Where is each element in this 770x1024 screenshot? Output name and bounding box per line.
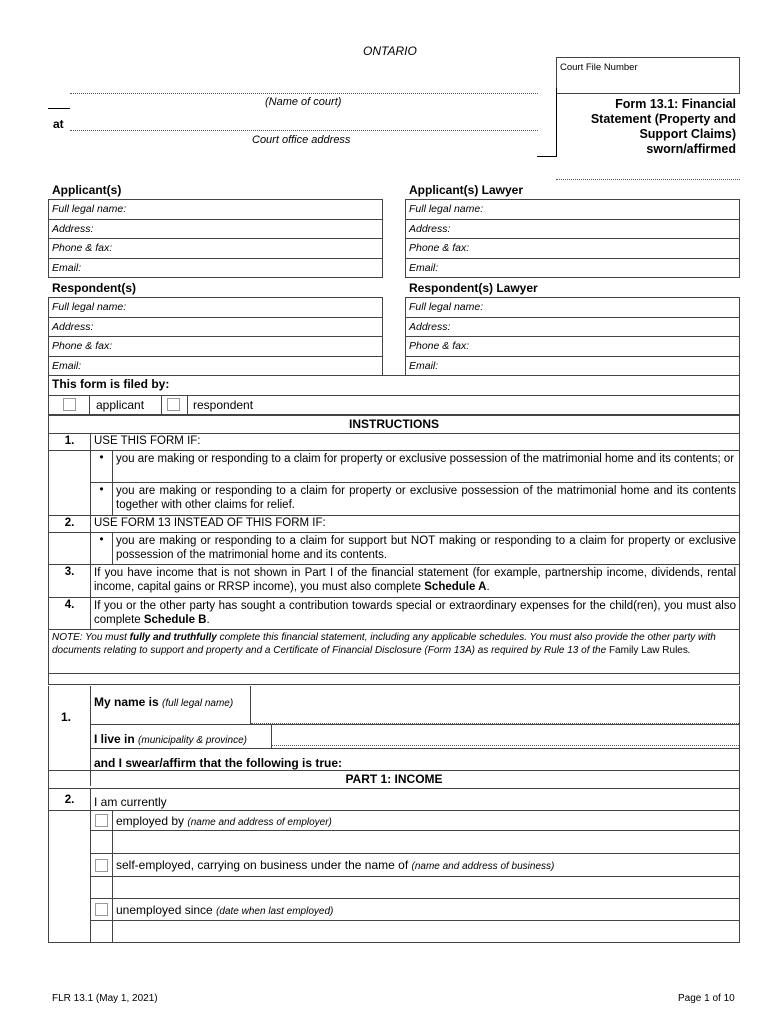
instruction-number: 3.: [49, 565, 91, 598]
applicant-name-field[interactable]: Full legal name:: [49, 200, 383, 220]
respondents-heading: Respondent(s): [52, 281, 136, 295]
court-file-number-field[interactable]: [556, 57, 740, 94]
at-label: at: [53, 117, 64, 131]
part1-number: 2.: [49, 789, 91, 811]
live-in-hint: (municipality & province): [138, 735, 247, 746]
business-field[interactable]: [113, 877, 740, 899]
respondent-checkbox[interactable]: [167, 398, 180, 411]
live-in-label: I live in: [94, 732, 135, 746]
bullet: •: [91, 533, 113, 565]
form-title-line: [556, 168, 740, 180]
applicant-address-field[interactable]: Address:: [49, 219, 383, 239]
court-name-label: (Name of court): [265, 96, 342, 108]
instructions-table: [48, 415, 740, 685]
court-name-line[interactable]: [70, 82, 538, 94]
respondent-address-field[interactable]: Address:: [49, 317, 383, 337]
applicant-lawyer-table: [405, 199, 740, 278]
part1-heading: PART 1: INCOME: [49, 771, 740, 789]
part1-table: [48, 770, 740, 943]
schedule-b-ref: Schedule B: [143, 614, 207, 626]
instruction-3: If you have income that is not shown in Part I of the financial statement (for example, partnership income, dividends, rental income, capital gains or RRSP income), you must also complete Schedule A.: [91, 565, 740, 598]
applicant-checkbox[interactable]: [63, 398, 76, 411]
employer-field[interactable]: [113, 831, 740, 854]
swear-statement: and I swear/affirm that the following is true:: [94, 756, 343, 770]
employed-option: employed by (name and address of employer): [113, 811, 740, 831]
applicant-email-field[interactable]: Email:: [49, 258, 383, 278]
applicant-table: [48, 199, 383, 278]
respondent-phone-field[interactable]: Phone & fax:: [49, 337, 383, 357]
unemployed-option: unemployed since (date when last employed): [113, 899, 740, 921]
self-employed-checkbox[interactable]: [95, 859, 108, 872]
instructions-heading: INSTRUCTIONS: [49, 416, 740, 434]
form-title: Form 13.1: Financial Statement (Property and Support Claims) sworn/affirmed: [590, 97, 736, 156]
header-bracket: [537, 88, 557, 157]
statement-number: 1.: [61, 710, 72, 724]
court-address-label: Court office address: [252, 134, 351, 146]
applicants-lawyer-heading: Applicant(s) Lawyer: [409, 183, 524, 197]
schedule-a-ref: Schedule A: [424, 581, 487, 593]
applicant-option-label: applicant: [96, 398, 145, 412]
instruction-4: If you or the other party has sought a contribution towards special or extraordinary expenses for the child(ren), you must also complete Schedule B.: [91, 598, 740, 630]
my-name-label: My name is: [94, 695, 159, 709]
respondent-lawyer-name-field[interactable]: Full legal name:: [406, 298, 740, 318]
applicant-lawyer-name-field[interactable]: Full legal name:: [406, 200, 740, 220]
respondents-lawyer-heading: Respondent(s) Lawyer: [409, 281, 538, 295]
use-this-form-if: USE THIS FORM IF:: [91, 434, 740, 451]
applicants-heading: Applicant(s): [52, 183, 122, 197]
instructions-note: NOTE: You must fully and truthfully complete this financial statement, including any applicable schedules. You must also provide the other party with documents relating to support and property and a Certificate of Financial Disclosure (Form 13A) as required by Rule 13 of the Family Law Rules.: [49, 630, 740, 674]
instruction-bullet-2: you are making or responding to a claim for property or exclusive possession of the matrimonial home and its contents together with other claims for relief.: [113, 483, 740, 516]
applicant-lawyer-phone-field[interactable]: Phone & fax:: [406, 239, 740, 259]
header-rule-left: [48, 108, 70, 109]
instruction-number: 2.: [49, 516, 91, 533]
my-name-hint: (full legal name): [162, 698, 234, 709]
use-form-13-if: USE FORM 13 INSTEAD OF THIS FORM IF:: [91, 516, 740, 533]
court-address-line[interactable]: [70, 119, 538, 131]
my-name-field[interactable]: [251, 710, 739, 724]
live-in-field[interactable]: [272, 732, 739, 746]
respondent-option-label: respondent: [193, 398, 254, 412]
filed-by-heading: This form is filed by:: [52, 377, 170, 391]
jurisdiction: ONTARIO: [363, 44, 417, 58]
applicant-lawyer-email-field[interactable]: Email:: [406, 258, 740, 278]
instruction-bullet-3: you are making or responding to a claim for support but NOT making or responding to a claim for property or exclusive possession of the matrimonial home and its contents.: [113, 533, 740, 565]
page-number: Page 1 of 10: [678, 993, 735, 1004]
bullet: •: [91, 483, 113, 516]
respondent-email-field[interactable]: Email:: [49, 356, 383, 376]
bullet: •: [91, 451, 113, 483]
currently-label: I am currently: [91, 789, 740, 811]
respondent-lawyer-address-field[interactable]: Address:: [406, 317, 740, 337]
instruction-number: 4.: [49, 598, 91, 630]
respondent-lawyer-table: [405, 297, 740, 376]
filed-by-options: [48, 395, 740, 415]
filed-by-row: [48, 375, 740, 395]
employed-checkbox[interactable]: [95, 814, 108, 827]
court-file-number-label: Court File Number: [560, 62, 638, 73]
unemployed-checkbox[interactable]: [95, 903, 108, 916]
unemployed-since-field[interactable]: [113, 921, 740, 943]
self-employed-option: self-employed, carrying on business under the name of (name and address of business): [113, 854, 740, 877]
form-id: FLR 13.1 (May 1, 2021): [52, 993, 158, 1004]
respondent-lawyer-phone-field[interactable]: Phone & fax:: [406, 337, 740, 357]
respondent-name-field[interactable]: Full legal name:: [49, 298, 383, 318]
applicant-lawyer-address-field[interactable]: Address:: [406, 219, 740, 239]
applicant-phone-field[interactable]: Phone & fax:: [49, 239, 383, 259]
respondent-lawyer-email-field[interactable]: Email:: [406, 356, 740, 376]
instruction-number: 1.: [49, 434, 91, 451]
respondent-table: [48, 297, 383, 376]
instruction-bullet-1: you are making or responding to a claim for property or exclusive possession of the matrimonial home and its contents; or: [113, 451, 740, 483]
